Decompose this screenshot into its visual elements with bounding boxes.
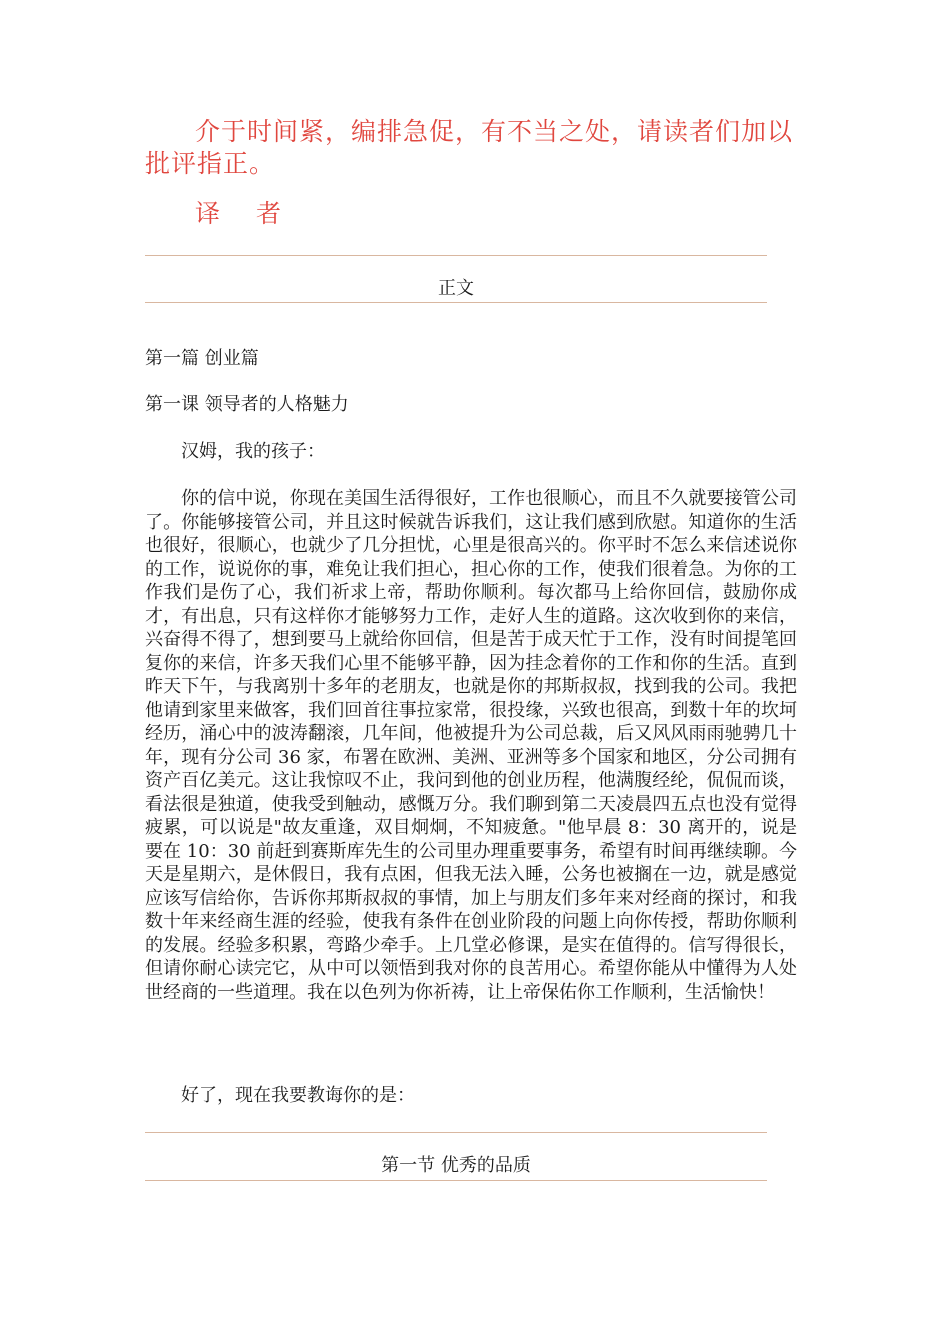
- divider-line: [145, 1132, 767, 1133]
- section-title-main: 正文: [438, 278, 474, 299]
- divider-line: [145, 1180, 767, 1181]
- section-title-next: 第一节 优秀的品质: [381, 1155, 531, 1176]
- part-title: 第一篇 创业篇: [145, 348, 259, 369]
- divider-line: [145, 255, 767, 256]
- salutation: 汉姆，我的孩子：: [181, 441, 325, 462]
- preface-signature: 译 者: [195, 199, 295, 228]
- divider-line: [145, 302, 767, 303]
- letter-body-paragraph: 你的信中说，你现在美国生活得很好，工作也很顺心，而且不久就要接管公司了。你能够接管公司，并且这时候就告诉我们，这让我们感到欣慰。知道你的生活也很好，很顺心，也就少了几分担忧，心里是很高兴的。你平时不怎么来信述说你的工作，说说你的事，难免让我们担心，担心你的工作，使我们很着急。为你的工作我们是伤了心，我们祈求上帝，帮助你顺利。每次都马上给你回信，鼓励你成才，有出息，只有这样你才能够努力工作，走好人生的道路。这次收到你的来信，兴奋得不得了，想到要马上就给你回信，但是苦于成天忙于工作，没有时间提笔回复你的来信，许多天我们心里不能够平静，因为挂念着你的工作和你的生活。直到昨天下午，与我离别十多年的老朋友，也就是你的邦斯叔叔，找到我的公司。我把他请到家里来做客，我们回首往事拉家常，很投缘，兴致也很高，到数十年的坎坷经历，涌心中的波涛翻滚，几年间，他被提升为公司总裁，后又风风雨雨驰骋几十年，现有分公司 36 家，布署在欧洲、美洲、亚洲等多个国家和地区，分公司拥有资产百亿美元。这让我惊叹不止，我问到他的创业历程，他满腹经纶，侃侃而谈，看法很是独道，使我受到触动，感慨万分。我们聊到第二天凌晨四五点也没有觉得疲累，可以说是"故友重逢，双目炯炯，不知疲惫。"他早晨 8：30 离开的，说是要在 10：30 前赶到赛斯库先生的公司里办理重要事务，希望有时间再继续聊。今天是星期六，是休假日，我有点困，但我无法入睡，公务也被搁在一边，就是感觉应该写信给你，告诉你邦斯叔叔的事情，加上与朋友们多年来对经商的探讨，和我数十年来经商生涯的经验，使我有条件在创业阶段的问题上向你传授，帮助你顺利的发展。经验多积累，弯路少牵手。上几堂必修课，是实在值得的。信写得很长，但请你耐心读完它，从中可以领悟到我对你的良苦用心。希望你能从中懂得为人处世经商的一些道理。我在以色列为你祈祷，让上帝保佑你工作顺利，生活愉快！: [145, 488, 797, 1003]
- lesson-title: 第一课 领导者的人格魅力: [145, 394, 349, 415]
- closing-line: 好了，现在我要教诲你的是：: [181, 1085, 415, 1106]
- preface-text: 介于时间紧，编排急促，有不当之处，请读者们加以批评指正。: [145, 117, 794, 178]
